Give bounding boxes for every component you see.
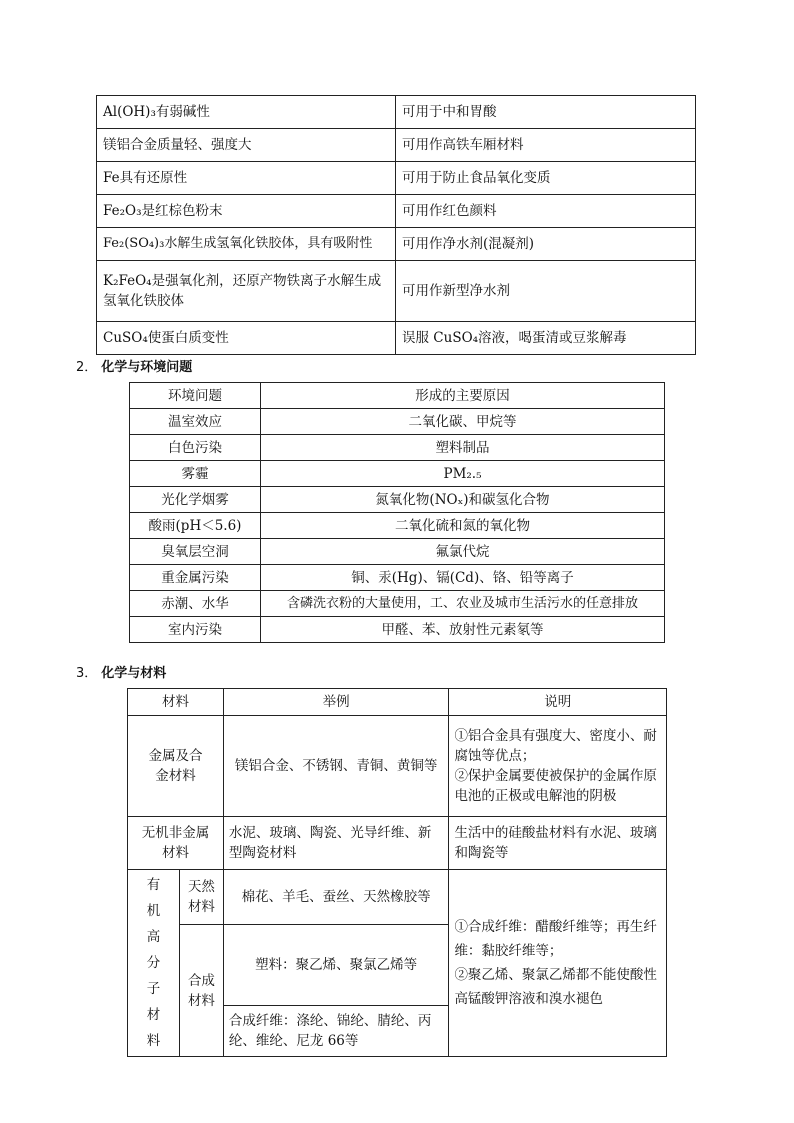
note-line: ②保护金属要使被保护的金属作原电池的正极或电解池的阴极 — [454, 768, 657, 804]
table-row — [130, 461, 665, 487]
section-title: 化学与材料 — [101, 666, 167, 681]
table-header-row — [128, 689, 667, 716]
note-cell: 生活中的硅酸盐材料有水泥、玻璃和陶瓷等 — [449, 817, 667, 870]
column-header: 举例 — [223, 689, 449, 716]
cause-cell: 氮氧化物(NOₓ)和碳氢化合物 — [261, 487, 665, 513]
section-heading-environment — [76, 356, 192, 375]
use-cell: 可用于中和胃酸 — [396, 96, 696, 129]
property-cell: Fe具有还原性 — [97, 162, 396, 195]
property-cell: 镁铝合金质量轻、强度大 — [97, 129, 396, 162]
environment-table — [129, 382, 665, 643]
note-cell — [449, 716, 667, 817]
property-use-table — [96, 95, 696, 355]
table-row — [130, 409, 665, 435]
table-row — [97, 96, 696, 129]
cause-cell: 二氧化硫和氮的氧化物 — [261, 513, 665, 539]
table-row — [130, 487, 665, 513]
note-line: ①铝合金具有强度大、密度小、耐腐蚀等优点； — [454, 728, 657, 764]
table-row — [97, 162, 696, 195]
example-cell: 棉花、羊毛、蚕丝、天然橡胶等 — [223, 870, 449, 925]
table-row — [128, 716, 667, 817]
note-line: ①合成纤维：醋酸纤维等；再生纤维：黏胶纤维等； — [454, 919, 657, 959]
issue-cell: 臭氧层空洞 — [130, 539, 261, 565]
materials-table — [127, 688, 667, 1057]
issue-cell: 温室效应 — [130, 409, 261, 435]
table-row — [130, 435, 665, 461]
example-cell: 合成纤维：涤纶、锦纶、腈纶、丙纶、维纶、尼龙 66等 — [223, 1006, 449, 1057]
table-row — [130, 591, 665, 617]
property-cell: Fe₂(SO₄)₃水解生成氢氧化铁胶体，具有吸附性 — [97, 228, 396, 261]
cause-cell: PM₂.₅ — [261, 461, 665, 487]
cause-cell: 氟氯代烷 — [261, 539, 665, 565]
cause-cell: 塑料制品 — [261, 435, 665, 461]
section-heading-materials — [76, 662, 166, 681]
example-cell: 塑料：聚乙烯、聚氯乙烯等 — [223, 925, 449, 1006]
column-header: 说明 — [449, 689, 667, 716]
issue-cell: 重金属污染 — [130, 565, 261, 591]
issue-cell: 酸雨(pH＜5.6) — [130, 513, 261, 539]
table-row — [128, 870, 667, 925]
material-cell: 无机非金属材料 — [128, 817, 224, 870]
section-number: 2． — [76, 360, 98, 375]
cause-cell: 甲醛、苯、放射性元素氡等 — [261, 617, 665, 643]
cause-cell: 含磷洗衣粉的大量使用，工、农业及城市生活污水的任意排放 — [261, 591, 665, 617]
column-header: 环境问题 — [130, 383, 261, 409]
table-row — [130, 513, 665, 539]
issue-cell: 光化学烟雾 — [130, 487, 261, 513]
property-cell: K₂FeO₄是强氧化剂，还原产物铁离子水解生成氢氧化铁胶体 — [97, 261, 396, 322]
table-row — [130, 617, 665, 643]
property-cell: Al(OH)₃有弱碱性 — [97, 96, 396, 129]
table-row — [97, 129, 696, 162]
cause-cell: 铜、汞(Hg)、镉(Cd)、铬、铅等离子 — [261, 565, 665, 591]
note-line: ②聚乙烯、聚氯乙烯都不能使酸性高锰酸钾溶液和溴水褪色 — [454, 967, 657, 1007]
example-cell: 镁铝合金、不锈钢、青铜、黄铜等 — [223, 716, 449, 817]
issue-cell: 雾霾 — [130, 461, 261, 487]
table-row — [130, 565, 665, 591]
use-cell: 可用作高铁车厢材料 — [396, 129, 696, 162]
section-title: 化学与环境问题 — [101, 360, 193, 375]
table-header-row — [130, 383, 665, 409]
table-row — [130, 539, 665, 565]
example-cell: 水泥、玻璃、陶瓷、光导纤维、新型陶瓷材料 — [223, 817, 449, 870]
table-row — [97, 228, 696, 261]
table-row — [97, 261, 696, 322]
sub-material-cell: 合成材料 — [179, 925, 223, 1057]
material-cell: 有机高分子材料 — [128, 870, 180, 1057]
issue-cell: 赤潮、水华 — [130, 591, 261, 617]
table-row — [97, 322, 696, 355]
use-cell: 可用作新型净水剂 — [396, 261, 696, 322]
use-cell: 可用于防止食品氧化变质 — [396, 162, 696, 195]
use-cell: 误服 CuSO₄溶液，喝蛋清或豆浆解毒 — [396, 322, 696, 355]
property-cell: Fe₂O₃是红棕色粉末 — [97, 195, 396, 228]
column-header: 形成的主要原因 — [261, 383, 665, 409]
column-header: 材料 — [128, 689, 224, 716]
use-cell: 可用作净水剂(混凝剂) — [396, 228, 696, 261]
table-row — [97, 195, 696, 228]
cause-cell: 二氧化碳、甲烷等 — [261, 409, 665, 435]
section-number: 3． — [76, 666, 98, 681]
table-row — [128, 817, 667, 870]
issue-cell: 白色污染 — [130, 435, 261, 461]
issue-cell: 室内污染 — [130, 617, 261, 643]
use-cell: 可用作红色颜料 — [396, 195, 696, 228]
note-cell — [449, 870, 667, 1057]
property-cell: CuSO₄使蛋白质变性 — [97, 322, 396, 355]
sub-material-cell: 天然材料 — [179, 870, 223, 925]
material-cell: 金属及合金材料 — [128, 716, 224, 817]
